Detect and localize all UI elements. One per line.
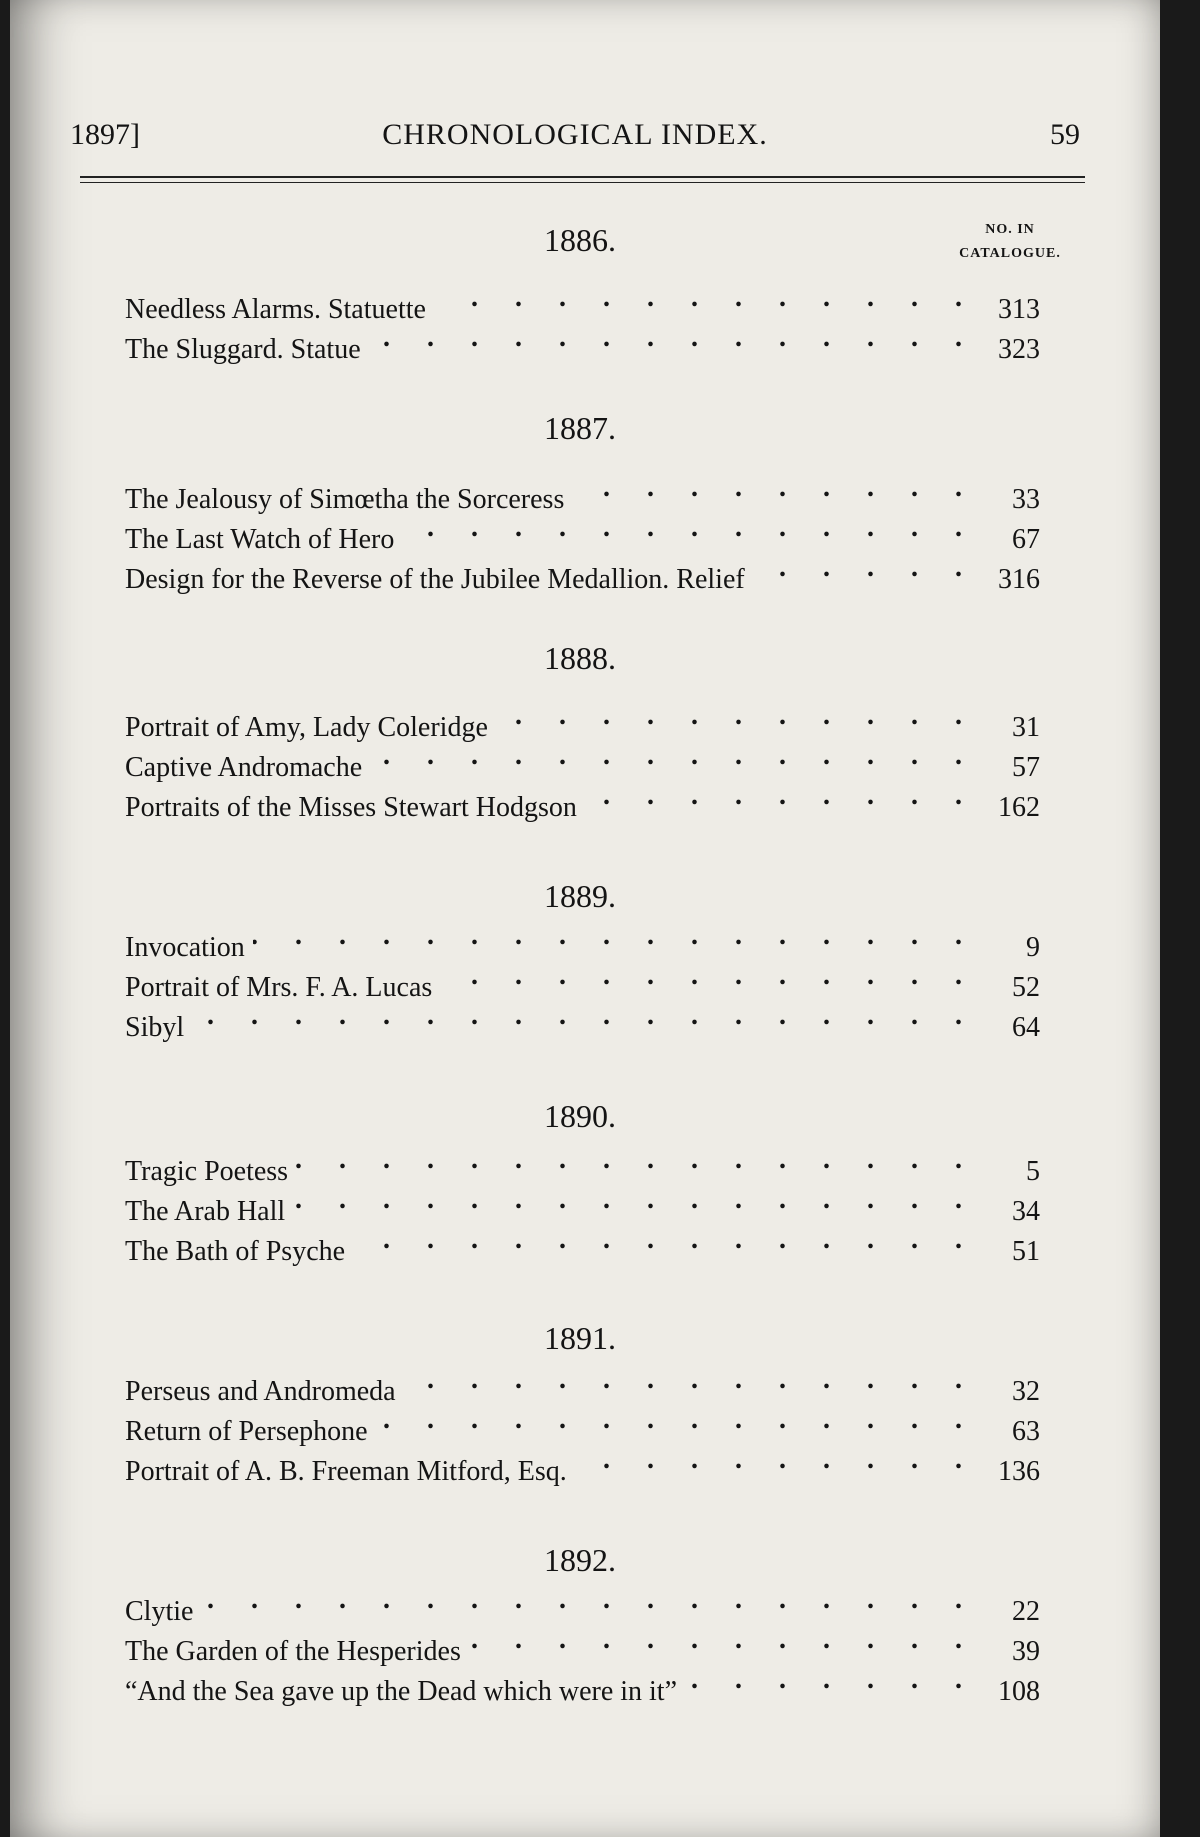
entry-title: Return of Persephone: [125, 1416, 368, 1447]
dot-leaders: [572, 468, 962, 508]
entry-title: Portraits of the Misses Stewart Hodgson: [125, 792, 577, 823]
dot-leaders: [496, 696, 962, 736]
entry-title: Perseus and Andromeda: [125, 1376, 396, 1407]
entry-title: The Arab Hall: [125, 1196, 286, 1227]
page-number: 59: [1050, 118, 1080, 151]
entry-title: Clytie: [125, 1596, 194, 1627]
index-entry: [125, 956, 1040, 1003]
year-heading: 1892.: [544, 1542, 616, 1578]
catalogue-number: 39: [1012, 1636, 1040, 1667]
dot-leaders: [685, 1660, 962, 1700]
catalogue-number: 108: [998, 1676, 1040, 1707]
double-rule-bottom: [80, 182, 1085, 183]
index-entry: [125, 548, 1040, 595]
year-heading: 1888.: [544, 640, 616, 676]
dot-leaders: [370, 736, 962, 776]
entry-title: Captive Andromache: [125, 752, 363, 783]
catalogue-number: 34: [1012, 1196, 1040, 1227]
dot-leaders: [293, 1180, 962, 1220]
catalogue-number: 136: [998, 1456, 1040, 1487]
entry-title: The Last Watch of Hero: [125, 524, 395, 555]
entry-title: “And the Sea gave up the Dead which were in it”: [125, 1676, 678, 1707]
index-entry: [125, 916, 1040, 963]
index-entry: [125, 1580, 1040, 1627]
dot-leaders: [201, 1580, 962, 1620]
dot-leaders: [376, 1400, 962, 1440]
catalogue-number: 64: [1012, 1012, 1040, 1043]
index-entry: [125, 1140, 1040, 1187]
book-page: [10, 0, 1160, 1837]
index-entry: [125, 736, 1040, 783]
catalogue-number: 51: [1012, 1236, 1040, 1267]
index-entry: [125, 1660, 1040, 1707]
catalogue-number: 33: [1012, 484, 1040, 515]
entry-title: The Sluggard. Statue: [125, 334, 361, 365]
catalogue-number: 316: [998, 564, 1040, 595]
dot-leaders: [585, 776, 962, 816]
entry-title: Portrait of Amy, Lady Coleridge: [125, 712, 488, 743]
catalogue-number: 32: [1012, 1376, 1040, 1407]
entry-title: Design for the Reverse of the Jubilee Medallion. Relief: [125, 564, 745, 595]
index-entry: [125, 508, 1040, 555]
catalogue-number: 31: [1012, 712, 1040, 743]
index-entry: [125, 996, 1040, 1043]
running-head: [70, 118, 1080, 158]
catalogue-heading-line2: CATALOGUE.: [959, 246, 1061, 261]
catalogue-number: 67: [1012, 524, 1040, 555]
entry-title: Portrait of Mrs. F. A. Lucas: [125, 972, 433, 1003]
dot-leaders: [192, 996, 962, 1036]
dot-leaders: [296, 1140, 962, 1180]
catalogue-number: 9: [1026, 932, 1040, 963]
year-heading: 1890.: [544, 1098, 616, 1134]
catalogue-number: 5: [1026, 1156, 1040, 1187]
year-heading: 1891.: [544, 1320, 616, 1356]
entry-title: The Jealousy of Simœtha the Sorceress: [125, 484, 565, 515]
index-entry: [125, 278, 1040, 325]
year-heading: 1886.: [544, 222, 616, 258]
dot-leaders: [369, 318, 962, 358]
dot-leaders: [469, 1620, 962, 1660]
catalogue-number: 313: [998, 294, 1040, 325]
dot-leaders: [575, 1440, 962, 1480]
catalogue-number: 323: [998, 334, 1040, 365]
running-head-year: 1897]: [70, 118, 140, 151]
dot-leaders: [353, 1220, 962, 1260]
catalogue-heading-line1: NO. IN: [985, 222, 1035, 237]
year-heading: 1887.: [544, 410, 616, 446]
index-entry: [125, 1180, 1040, 1227]
index-entry: [125, 776, 1040, 823]
dot-leaders: [434, 278, 962, 318]
index-entry: [125, 1440, 1040, 1487]
index-entry: [125, 696, 1040, 743]
dot-leaders: [402, 508, 962, 548]
year-heading: 1889.: [544, 878, 616, 914]
catalogue-column-heading: [940, 218, 1080, 266]
entry-title: Portrait of A. B. Freeman Mitford, Esq.: [125, 1456, 567, 1487]
entry-title: Tragic Poetess: [125, 1156, 289, 1187]
entry-title: The Bath of Psyche: [125, 1236, 346, 1267]
dot-leaders: [440, 956, 962, 996]
catalogue-number: 52: [1012, 972, 1040, 1003]
dot-leaders: [253, 916, 962, 956]
entry-title: The Garden of the Hesperides: [125, 1636, 461, 1667]
entry-title: Needless Alarms. Statuette: [125, 294, 426, 325]
index-entry: [125, 1360, 1040, 1407]
double-rule-top: [80, 176, 1085, 178]
index-entry: [125, 318, 1040, 365]
catalogue-number: 22: [1012, 1596, 1040, 1627]
entry-title: Invocation: [125, 932, 245, 963]
catalogue-number: 162: [998, 792, 1040, 823]
index-entry: [125, 1400, 1040, 1447]
dot-leaders: [753, 548, 962, 588]
running-head-title: CHRONOLOGICAL INDEX.: [382, 118, 768, 151]
catalogue-number: 63: [1012, 1416, 1040, 1447]
index-entry: [125, 1220, 1040, 1267]
index-entry: [125, 468, 1040, 515]
entry-title: Sibyl: [125, 1012, 185, 1043]
index-entry: [125, 1620, 1040, 1667]
catalogue-number: 57: [1012, 752, 1040, 783]
dot-leaders: [404, 1360, 962, 1400]
